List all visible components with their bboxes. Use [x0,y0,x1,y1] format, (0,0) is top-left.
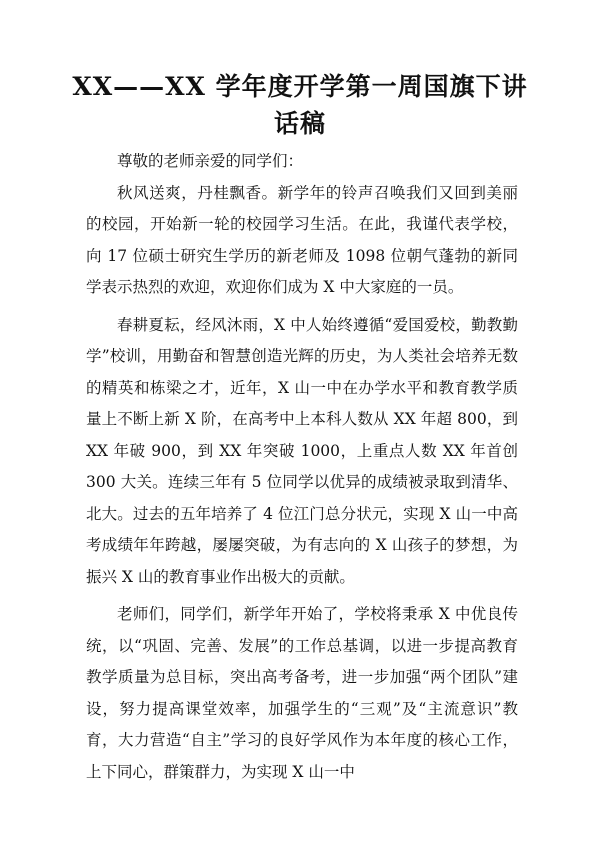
paragraph-2: 春耕夏耘，经风沐雨，X 中人始终遵循“爱国爱校，勤教勤学”校训，用勤奋和智慧创造光辉的历史，为人类社会培养无数的精英和栋梁之才，近年，X 山一中在办学水平和教育教学质量上不断上新 X 阶，在高考中上本科人数从 XX 年超 800，到 XX 年破 900，到 XX 年突破 1000，上重点人数 XX 年首创 300 大关。连续三年有 5 位同学以优异的成绩被录取到清华、北大。过去的五年培养了 4 位江门总分状元，实现 X 山一中高考成绩年年跨越，屡屡突破，为有志向的 X 山孩子的梦想，为振兴 X 山的教育事业作出极大的贡献。 [86,315,518,586]
paragraph-3: 老师们，同学们，新学年开始了，学校将秉承 X 中优良传统，以“巩固、完善、发展”的工作总基调，以进一步提高教育教学质量为总目标，突出高考备考，进一步加强“两个团队”建设，努力提高课堂效率，加强学生的“三观”及“主流意识”教育，大力营造“自主”学习的良好学风作为本年度的核心工作，上下同心，群策群力，为实现 X 山一中 [86,605,518,781]
salutation: 尊敬的老师亲爱的同学们： [117,152,304,170]
paragraph-1: 秋风送爽，丹桂飘香。新学年的铃声召唤我们又回到美丽的校园，开始新一轮的校园学习生活。在此，我谨代表学校，向 17 位硕士研究生学历的新老师及 1098 位朝气蓬勃的新同学表示热烈的欢迎，欢迎你们成为 X 中大家庭的一员。 [86,183,518,296]
document-body [86,146,518,788]
document-title: XX——XX 学年度开学第一周国旗下讲话稿 [72,72,528,138]
